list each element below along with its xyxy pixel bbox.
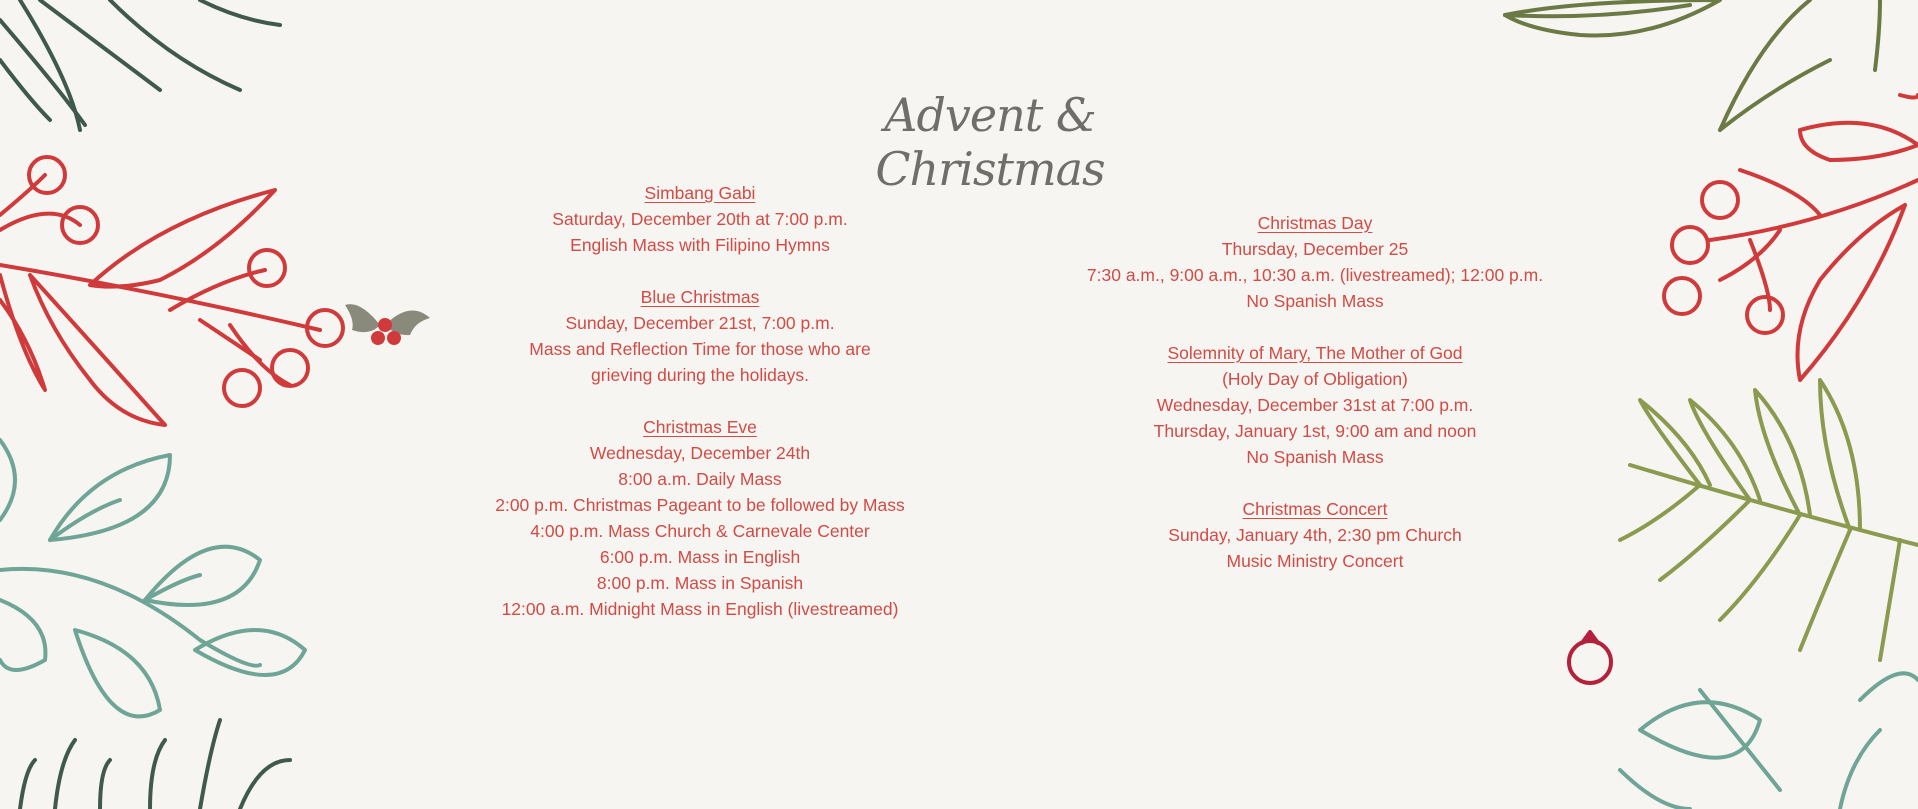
left-schedule-column <box>440 180 960 648</box>
event-blue-christmas <box>440 284 960 388</box>
event-heading: Blue Christmas <box>640 287 760 307</box>
event-simbang-gabi <box>440 180 960 258</box>
event-line: Sunday, January 4th, 2:30 pm Church <box>1168 525 1462 545</box>
pomegranate-ornament <box>1569 632 1611 683</box>
event-christmas-eve <box>440 414 960 622</box>
event-christmas-concert <box>1050 496 1580 574</box>
event-heading: Christmas Concert <box>1242 499 1388 519</box>
event-line: 4:00 p.m. Mass Church & Carnevale Center <box>530 521 870 541</box>
event-line: Music Ministry Concert <box>1226 551 1404 571</box>
olive-leaves-top-right <box>1505 0 1880 130</box>
event-line: 8:00 p.m. Mass in Spanish <box>596 573 804 593</box>
event-line: 8:00 a.m. Daily Mass <box>618 469 782 489</box>
event-line: (Holy Day of Obligation) <box>1222 369 1408 389</box>
dark-green-fronds-top-left <box>0 0 280 130</box>
event-line: Wednesday, December 31st at 7:00 p.m. <box>1156 395 1474 415</box>
event-heading: Christmas Eve <box>643 417 757 437</box>
event-line: grieving during the holidays. <box>591 365 809 385</box>
dark-green-fronds-bottom-left <box>20 720 290 809</box>
olive-fern-right <box>1620 380 1918 660</box>
red-branch-right <box>1664 95 1918 380</box>
event-line: Thursday, December 25 <box>1221 239 1409 259</box>
event-line: Wednesday, December 24th <box>589 443 811 463</box>
event-line: No Spanish Mass <box>1246 447 1384 467</box>
event-line: 2:00 p.m. Christmas Pageant to be followed by Mass <box>495 495 905 515</box>
right-schedule-column <box>1050 210 1580 600</box>
event-line: English Mass with Filipino Hymns <box>570 235 830 255</box>
page-title: Advent & Christmas <box>875 88 1105 196</box>
event-line: 6:00 p.m. Mass in English <box>599 547 801 567</box>
event-heading: Christmas Day <box>1257 213 1373 233</box>
event-heading: Simbang Gabi <box>644 183 756 203</box>
event-line: Sunday, December 21st, 7:00 p.m. <box>565 313 835 333</box>
holly-ornament <box>345 304 430 345</box>
event-line: Saturday, December 20th at 7:00 p.m. <box>552 209 848 229</box>
event-line: No Spanish Mass <box>1246 291 1384 311</box>
event-line: Thursday, January 1st, 9:00 am and noon <box>1153 421 1477 441</box>
event-line: 12:00 a.m. Midnight Mass in English (livestreamed) <box>501 599 899 619</box>
red-branch-left <box>0 157 343 425</box>
event-line: Mass and Reflection Time for those who are <box>529 339 871 359</box>
teal-eucalyptus-left <box>0 440 305 716</box>
event-line: 7:30 a.m., 9:00 a.m., 10:30 a.m. (livestreamed); 12:00 p.m. <box>1086 265 1544 285</box>
event-christmas-day <box>1050 210 1580 314</box>
event-solemnity-of-mary <box>1050 340 1580 470</box>
event-heading: Solemnity of Mary, The Mother of God <box>1167 343 1463 363</box>
teal-eucalyptus-right <box>1620 673 1918 809</box>
